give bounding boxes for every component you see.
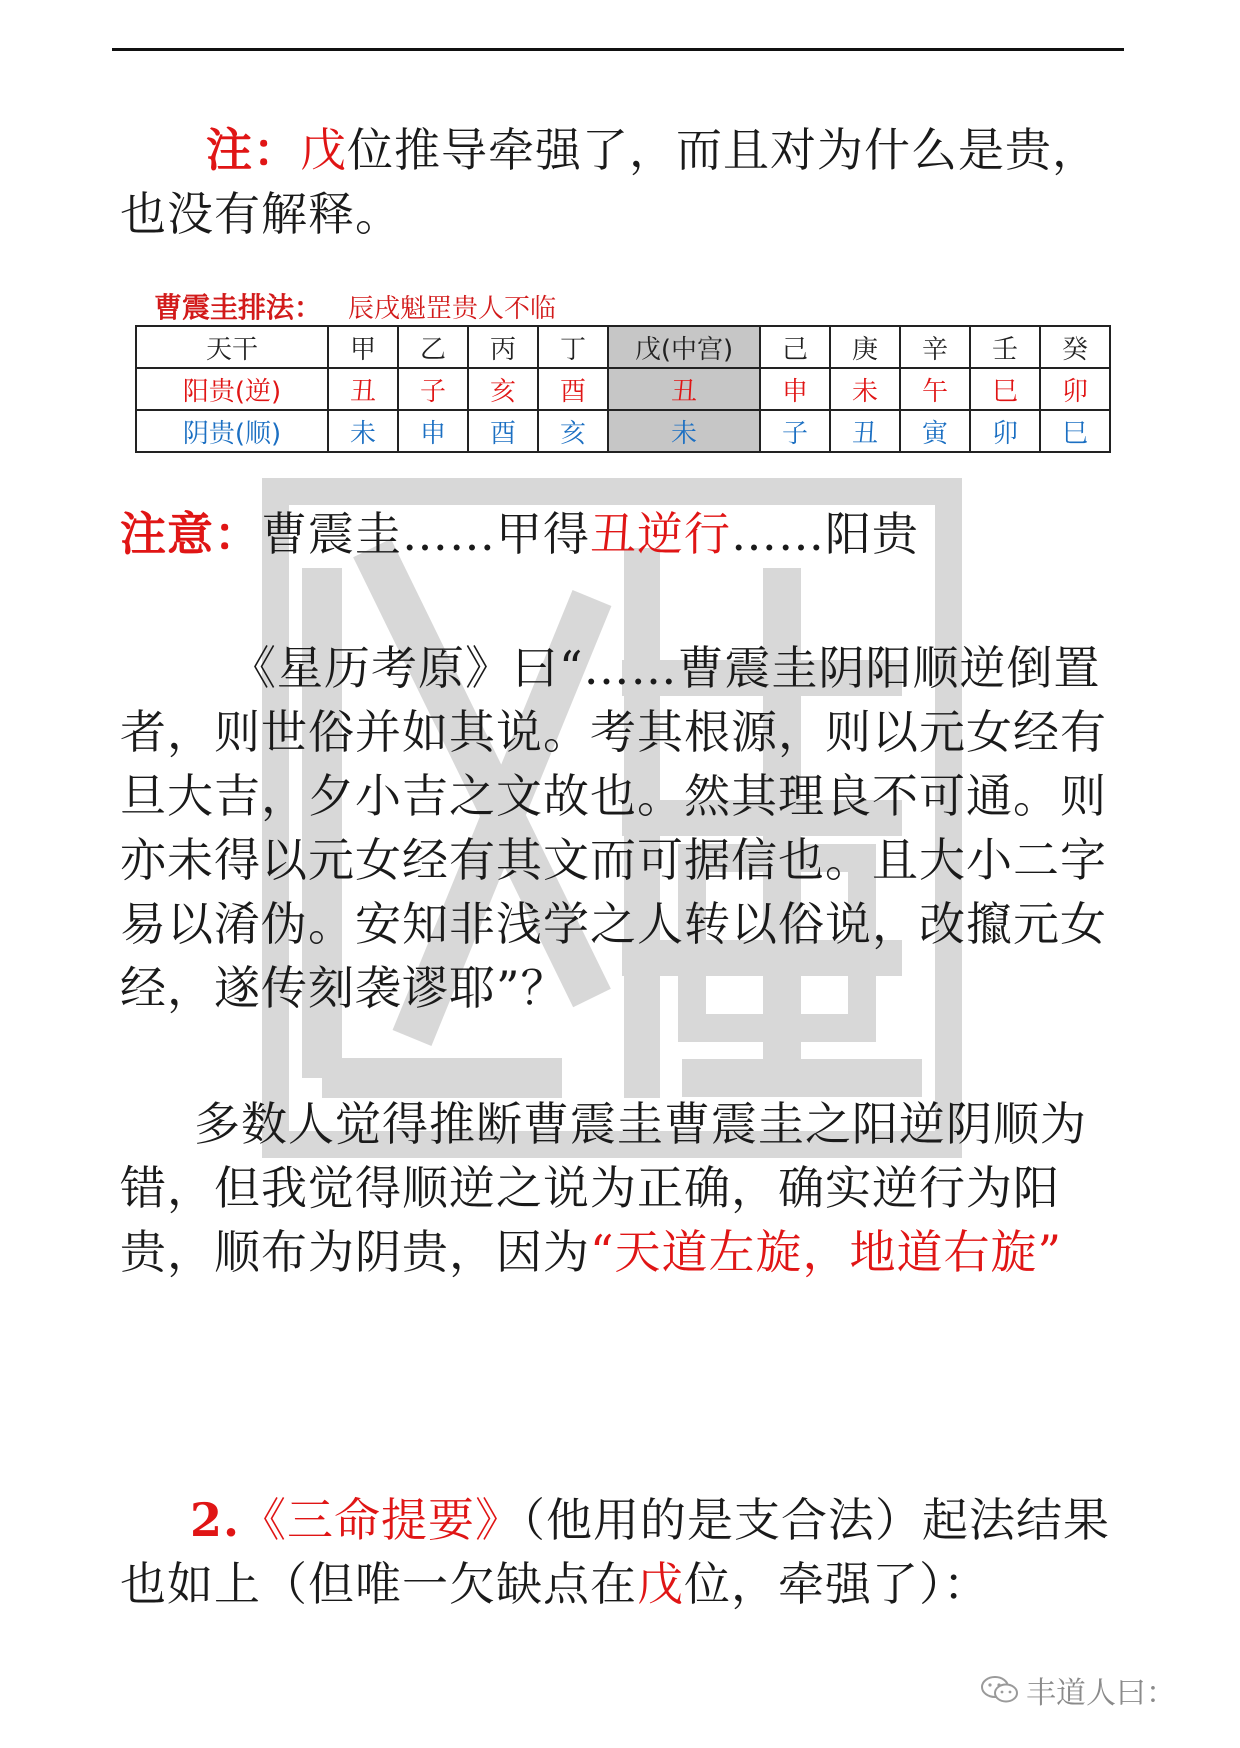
table-cell: 阳贵(逆): [136, 368, 328, 410]
table-cell: 未: [328, 410, 398, 452]
point-two-paragraph: [120, 1488, 1120, 1616]
note-text: 位推导牵强了，而且对为什么是贵，也没有解释。: [120, 123, 1099, 241]
table-cell: 卯: [1040, 368, 1110, 410]
footer-account-logo: [980, 1668, 1176, 1712]
guiren-table: [135, 325, 1111, 453]
table-cell: 亥: [538, 410, 608, 452]
table-cell: 己: [760, 326, 830, 368]
table-cell: 天干: [136, 326, 328, 368]
table-cell: 酉: [468, 410, 538, 452]
note-paragraph: [120, 118, 1120, 246]
note-highlight: 戊: [300, 123, 347, 177]
point-text-a: （他用的是支合法）起法结果也如上（但唯一欠缺点在: [120, 1493, 1111, 1611]
table-header-row: [136, 326, 1110, 368]
table-cell: 申: [398, 410, 468, 452]
attention-highlight: 丑逆行: [590, 507, 731, 561]
point-number: 2.: [190, 1493, 241, 1547]
attention-paragraph: [120, 502, 1120, 566]
opinion-red-quote: “天道左旋，地道右旋”: [590, 1225, 1063, 1279]
table-cell: 辛: [900, 326, 970, 368]
table-caption-title: 曹震圭排法：: [154, 291, 323, 324]
table-cell-center-palace: 未: [608, 410, 760, 452]
opinion-text: 多数人觉得推断曹震圭曹震圭之阳逆阴顺为错，但我觉得顺逆之说为正确，确实逆行为阳贵，顺布为阴贵，因为: [120, 1097, 1087, 1279]
table-cell: 丁: [538, 326, 608, 368]
table-cell: 亥: [468, 368, 538, 410]
table-cell: 巳: [970, 368, 1040, 410]
attention-label: 注意：: [120, 507, 261, 561]
table-cell: 乙: [398, 326, 468, 368]
table-cell: 癸: [1040, 326, 1110, 368]
table-cell: 阴贵(顺): [136, 410, 328, 452]
opinion-paragraph: [120, 1092, 1120, 1284]
table-cell: 寅: [900, 410, 970, 452]
table-cell: 午: [900, 368, 970, 410]
table-row-yang: [136, 368, 1110, 410]
table-cell: 丑: [328, 368, 398, 410]
table-cell-center-palace: 丑: [608, 368, 760, 410]
table-cell: 子: [398, 368, 468, 410]
table-cell: 壬: [970, 326, 1040, 368]
wechat-icon: [980, 1674, 1020, 1706]
point-highlight: 戊: [637, 1557, 684, 1611]
table-cell: 子: [760, 410, 830, 452]
quote-paragraph: 《星历考原》曰“……曹震圭阴阳顺逆倒置者，则世俗并如其说。考其根源，则以元女经有旦大吉，夕小吉之文故也。然其理良不可通。则亦未得以元女经有其文而可据信也。且大小二字易以淆伪。安知非浅学之人转以俗说，改攛元女经，遂传刻袭谬耶”？: [120, 641, 1107, 1015]
table-cell: 丑: [830, 410, 900, 452]
point-text-b: 位，牵强了）：: [684, 1557, 990, 1611]
table-caption-note: 辰戌魁罡贵人不临: [348, 294, 557, 324]
table-row-yin: [136, 410, 1110, 452]
point-book-title: 《三命提要》: [240, 1493, 523, 1547]
attention-text-a: 曹震圭……甲得: [261, 507, 590, 561]
table-cell: 庚: [830, 326, 900, 368]
table-cell: 酉: [538, 368, 608, 410]
footer-logo-text: 丰道人曰：: [1026, 1676, 1176, 1711]
table-cell: 丙: [468, 326, 538, 368]
table-cell: 甲: [328, 326, 398, 368]
table-cell: 卯: [970, 410, 1040, 452]
attention-text-b: ……阳贵: [731, 507, 919, 561]
table-caption: [154, 286, 556, 326]
table-cell-center-palace: 戊(中宫): [608, 326, 760, 368]
note-label: 注：: [206, 123, 300, 177]
table-cell: 申: [760, 368, 830, 410]
table-cell: 巳: [1040, 410, 1110, 452]
table-cell: 未: [830, 368, 900, 410]
